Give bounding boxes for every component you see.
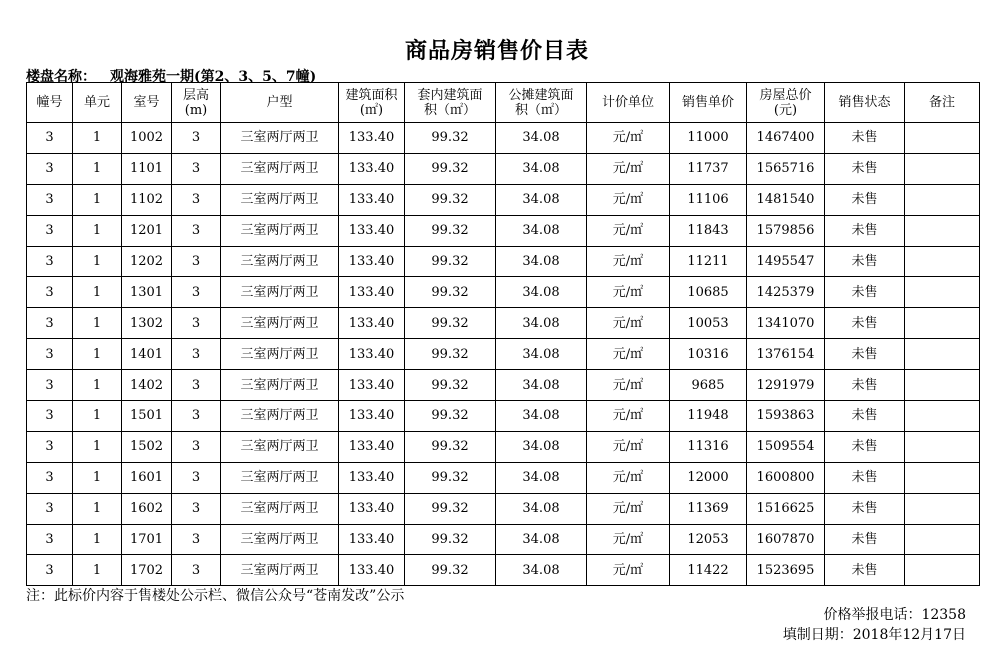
header-row bbox=[27, 83, 980, 123]
table-cell bbox=[905, 370, 980, 401]
table-cell: 1 bbox=[73, 339, 122, 370]
table-cell: 34.08 bbox=[496, 401, 587, 432]
table-cell: 99.32 bbox=[405, 431, 496, 462]
table-cell: 11316 bbox=[670, 431, 747, 462]
price-report-hotline: 价格举报电话：12358 bbox=[823, 607, 966, 623]
column-header-text: 计价单位 bbox=[601, 95, 654, 110]
table-cell: 133.40 bbox=[339, 493, 405, 524]
table-cell: 1 bbox=[73, 184, 122, 215]
table-cell: 元/㎡ bbox=[587, 555, 670, 586]
table-cell: 三室两厅两卫 bbox=[221, 123, 339, 154]
column-header bbox=[825, 83, 905, 123]
table-cell: 11211 bbox=[670, 246, 747, 277]
table-cell: 元/㎡ bbox=[587, 431, 670, 462]
table-row bbox=[27, 184, 980, 215]
table-cell: 3 bbox=[27, 184, 73, 215]
table-cell: 1302 bbox=[122, 308, 172, 339]
table-cell bbox=[905, 215, 980, 246]
table-cell: 3 bbox=[172, 123, 221, 154]
column-header bbox=[221, 83, 339, 123]
table-cell: 三室两厅两卫 bbox=[221, 431, 339, 462]
table-cell: 133.40 bbox=[339, 524, 405, 555]
table-cell: 1579856 bbox=[747, 215, 825, 246]
table-body bbox=[27, 123, 980, 586]
table-cell: 10053 bbox=[670, 308, 747, 339]
column-header-text: 室号 bbox=[133, 95, 160, 110]
table-cell: 99.32 bbox=[405, 370, 496, 401]
table-cell: 99.32 bbox=[405, 215, 496, 246]
table-cell: 3 bbox=[172, 493, 221, 524]
table-cell: 三室两厅两卫 bbox=[221, 153, 339, 184]
table-cell: 3 bbox=[27, 370, 73, 401]
table-cell: 1291979 bbox=[747, 370, 825, 401]
table-cell: 1601 bbox=[122, 462, 172, 493]
table-cell: 未售 bbox=[825, 153, 905, 184]
table-cell bbox=[905, 246, 980, 277]
table-cell: 1 bbox=[73, 555, 122, 586]
table-cell: 99.32 bbox=[405, 308, 496, 339]
table-cell: 三室两厅两卫 bbox=[221, 493, 339, 524]
table-cell: 元/㎡ bbox=[587, 401, 670, 432]
table-cell: 未售 bbox=[825, 215, 905, 246]
table-cell: 未售 bbox=[825, 308, 905, 339]
table-cell: 1002 bbox=[122, 123, 172, 154]
table-cell: 34.08 bbox=[496, 524, 587, 555]
table-cell: 34.08 bbox=[496, 277, 587, 308]
table-cell: 1 bbox=[73, 524, 122, 555]
table-cell: 3 bbox=[172, 401, 221, 432]
table-cell: 1607870 bbox=[747, 524, 825, 555]
table-cell: 1565716 bbox=[747, 153, 825, 184]
column-header-text: 积（㎡） bbox=[514, 102, 567, 118]
table-cell: 3 bbox=[27, 215, 73, 246]
column-header-text: 公摊建筑面 bbox=[508, 87, 574, 103]
table-cell: 99.32 bbox=[405, 555, 496, 586]
table-row bbox=[27, 246, 980, 277]
column-header-text: 单元 bbox=[83, 95, 110, 110]
table-row bbox=[27, 462, 980, 493]
table-cell: 3 bbox=[172, 277, 221, 308]
table-cell bbox=[905, 401, 980, 432]
table-cell: 3 bbox=[27, 123, 73, 154]
column-header bbox=[747, 83, 825, 123]
table-cell: 元/㎡ bbox=[587, 277, 670, 308]
table-cell: 10316 bbox=[670, 339, 747, 370]
table-row bbox=[27, 123, 980, 154]
table-cell bbox=[905, 277, 980, 308]
table-cell: 元/㎡ bbox=[587, 370, 670, 401]
table-cell: 1 bbox=[73, 215, 122, 246]
table-cell: 133.40 bbox=[339, 370, 405, 401]
column-header-text: (元) bbox=[773, 102, 798, 118]
table-cell: 元/㎡ bbox=[587, 215, 670, 246]
table-cell bbox=[905, 123, 980, 154]
column-header bbox=[122, 83, 172, 123]
table-cell: 133.40 bbox=[339, 153, 405, 184]
table-cell: 133.40 bbox=[339, 246, 405, 277]
table-cell bbox=[905, 339, 980, 370]
column-header-text: 房屋总价 bbox=[759, 87, 812, 103]
table-cell bbox=[905, 153, 980, 184]
table-cell: 元/㎡ bbox=[587, 308, 670, 339]
table-cell: 1202 bbox=[122, 246, 172, 277]
table-header bbox=[27, 83, 980, 123]
table-row bbox=[27, 555, 980, 586]
table-cell: 1593863 bbox=[747, 401, 825, 432]
column-header-text: 备注 bbox=[928, 95, 955, 110]
table-row bbox=[27, 215, 980, 246]
table-cell: 1 bbox=[73, 308, 122, 339]
table-cell: 99.32 bbox=[405, 339, 496, 370]
column-header-text: 幢号 bbox=[36, 95, 63, 110]
table-cell: 133.40 bbox=[339, 308, 405, 339]
table-cell: 99.32 bbox=[405, 401, 496, 432]
column-header bbox=[405, 83, 496, 123]
column-header-text: (m) bbox=[184, 102, 208, 118]
column-header bbox=[587, 83, 670, 123]
table-cell: 1201 bbox=[122, 215, 172, 246]
project-name-value: 观海雅苑一期(第2、3、5、7幢) bbox=[110, 69, 317, 85]
table-cell: 34.08 bbox=[496, 431, 587, 462]
table-row bbox=[27, 277, 980, 308]
table-cell: 3 bbox=[27, 153, 73, 184]
table-cell: 未售 bbox=[825, 277, 905, 308]
table-cell: 1 bbox=[73, 431, 122, 462]
table-cell: 3 bbox=[27, 339, 73, 370]
table-cell: 1402 bbox=[122, 370, 172, 401]
table-cell: 元/㎡ bbox=[587, 246, 670, 277]
table-cell bbox=[905, 524, 980, 555]
table-cell: 未售 bbox=[825, 370, 905, 401]
table-cell: 1600800 bbox=[747, 462, 825, 493]
table-cell: 34.08 bbox=[496, 246, 587, 277]
table-cell: 未售 bbox=[825, 246, 905, 277]
column-header-text: 销售状态 bbox=[838, 95, 891, 110]
column-header bbox=[496, 83, 587, 123]
table-cell: 34.08 bbox=[496, 308, 587, 339]
table-cell: 99.32 bbox=[405, 153, 496, 184]
table-cell: 未售 bbox=[825, 493, 905, 524]
table-cell: 34.08 bbox=[496, 370, 587, 401]
column-header-text: 户型 bbox=[266, 95, 293, 110]
table-cell: 3 bbox=[172, 555, 221, 586]
table-cell: 99.32 bbox=[405, 524, 496, 555]
table-cell: 元/㎡ bbox=[587, 493, 670, 524]
table-cell: 三室两厅两卫 bbox=[221, 339, 339, 370]
table-cell: 3 bbox=[172, 339, 221, 370]
table-cell: 133.40 bbox=[339, 184, 405, 215]
table-cell: 元/㎡ bbox=[587, 153, 670, 184]
table-cell: 未售 bbox=[825, 555, 905, 586]
table-cell: 3 bbox=[172, 431, 221, 462]
table-cell: 三室两厅两卫 bbox=[221, 215, 339, 246]
table-cell: 12000 bbox=[670, 462, 747, 493]
table-row bbox=[27, 370, 980, 401]
table-cell: 34.08 bbox=[496, 215, 587, 246]
table-cell: 1481540 bbox=[747, 184, 825, 215]
table-cell: 1501 bbox=[122, 401, 172, 432]
table-cell: 34.08 bbox=[496, 153, 587, 184]
table-cell: 1401 bbox=[122, 339, 172, 370]
table-cell: 133.40 bbox=[339, 339, 405, 370]
table-cell: 1495547 bbox=[747, 246, 825, 277]
table-cell: 未售 bbox=[825, 431, 905, 462]
table-cell: 11948 bbox=[670, 401, 747, 432]
table-cell bbox=[905, 493, 980, 524]
table-cell: 三室两厅两卫 bbox=[221, 524, 339, 555]
table-cell: 1523695 bbox=[747, 555, 825, 586]
table-cell: 1376154 bbox=[747, 339, 825, 370]
table-cell: 1701 bbox=[122, 524, 172, 555]
table-cell: 三室两厅两卫 bbox=[221, 184, 339, 215]
column-header-text: (㎡) bbox=[359, 102, 384, 118]
table-cell: 3 bbox=[172, 524, 221, 555]
table-cell: 三室两厅两卫 bbox=[221, 370, 339, 401]
table-cell: 元/㎡ bbox=[587, 123, 670, 154]
table-cell: 1 bbox=[73, 370, 122, 401]
project-name-label: 楼盘名称： bbox=[26, 69, 96, 85]
table-cell: 133.40 bbox=[339, 555, 405, 586]
table-cell: 34.08 bbox=[496, 493, 587, 524]
table-cell: 元/㎡ bbox=[587, 339, 670, 370]
table-cell: 10685 bbox=[670, 277, 747, 308]
table-cell: 133.40 bbox=[339, 431, 405, 462]
table-cell: 1 bbox=[73, 462, 122, 493]
table-cell: 元/㎡ bbox=[587, 524, 670, 555]
table-row bbox=[27, 401, 980, 432]
table-cell: 1 bbox=[73, 123, 122, 154]
table-cell: 11737 bbox=[670, 153, 747, 184]
table-cell: 3 bbox=[172, 246, 221, 277]
table-cell: 未售 bbox=[825, 339, 905, 370]
table-cell: 3 bbox=[172, 215, 221, 246]
table-cell: 三室两厅两卫 bbox=[221, 246, 339, 277]
table-cell: 3 bbox=[172, 308, 221, 339]
page-title: 商品房销售价目表 bbox=[404, 38, 589, 64]
table-cell: 3 bbox=[27, 277, 73, 308]
table-cell: 1 bbox=[73, 277, 122, 308]
table-cell bbox=[905, 431, 980, 462]
table-row bbox=[27, 339, 980, 370]
table-cell: 未售 bbox=[825, 462, 905, 493]
table-cell: 133.40 bbox=[339, 277, 405, 308]
table-cell: 3 bbox=[27, 462, 73, 493]
table-cell: 1702 bbox=[122, 555, 172, 586]
column-header-text: 销售单价 bbox=[681, 95, 734, 110]
table-cell: 三室两厅两卫 bbox=[221, 401, 339, 432]
table-row bbox=[27, 524, 980, 555]
table-cell: 34.08 bbox=[496, 123, 587, 154]
column-header-text: 建筑面积 bbox=[345, 87, 398, 103]
table-row bbox=[27, 431, 980, 462]
table-cell: 元/㎡ bbox=[587, 462, 670, 493]
table-cell: 1502 bbox=[122, 431, 172, 462]
table-cell: 3 bbox=[27, 431, 73, 462]
column-header bbox=[905, 83, 980, 123]
table-cell: 11422 bbox=[670, 555, 747, 586]
table-cell: 1 bbox=[73, 493, 122, 524]
column-header bbox=[670, 83, 747, 123]
table-cell: 99.32 bbox=[405, 184, 496, 215]
table-cell: 99.32 bbox=[405, 493, 496, 524]
table-cell: 3 bbox=[27, 401, 73, 432]
table-cell: 1467400 bbox=[747, 123, 825, 154]
table-cell: 11369 bbox=[670, 493, 747, 524]
column-header bbox=[172, 83, 221, 123]
table-cell: 未售 bbox=[825, 184, 905, 215]
table-cell: 1341070 bbox=[747, 308, 825, 339]
table-cell: 三室两厅两卫 bbox=[221, 555, 339, 586]
table-cell: 3 bbox=[27, 246, 73, 277]
table-cell: 1 bbox=[73, 246, 122, 277]
column-header-text: 层高 bbox=[182, 87, 209, 103]
table-cell: 未售 bbox=[825, 123, 905, 154]
table-cell: 1516625 bbox=[747, 493, 825, 524]
table-cell: 未售 bbox=[825, 524, 905, 555]
table-cell: 未售 bbox=[825, 401, 905, 432]
column-header bbox=[27, 83, 73, 123]
table-cell: 1 bbox=[73, 153, 122, 184]
table-cell: 1102 bbox=[122, 184, 172, 215]
table-cell: 133.40 bbox=[339, 462, 405, 493]
footnote: 注：此标价内容于售楼处公示栏、微信公众号“苍南发改”公示 bbox=[26, 588, 405, 604]
table-cell bbox=[905, 184, 980, 215]
table-cell: 三室两厅两卫 bbox=[221, 462, 339, 493]
table-cell: 3 bbox=[172, 370, 221, 401]
table-cell: 1101 bbox=[122, 153, 172, 184]
column-header-text: 积（㎡） bbox=[423, 102, 476, 118]
table-cell bbox=[905, 308, 980, 339]
table-cell: 3 bbox=[27, 493, 73, 524]
table-cell: 11843 bbox=[670, 215, 747, 246]
table-cell: 3 bbox=[27, 308, 73, 339]
table-cell: 3 bbox=[172, 184, 221, 215]
table-cell: 1301 bbox=[122, 277, 172, 308]
table-cell: 34.08 bbox=[496, 339, 587, 370]
table-cell: 133.40 bbox=[339, 401, 405, 432]
table-cell: 1 bbox=[73, 401, 122, 432]
table-cell: 3 bbox=[27, 555, 73, 586]
column-header bbox=[339, 83, 405, 123]
table-row bbox=[27, 308, 980, 339]
table-cell: 三室两厅两卫 bbox=[221, 308, 339, 339]
table-cell: 9685 bbox=[670, 370, 747, 401]
table-cell: 1425379 bbox=[747, 277, 825, 308]
table-cell: 133.40 bbox=[339, 123, 405, 154]
table-cell: 3 bbox=[172, 153, 221, 184]
table-cell: 三室两厅两卫 bbox=[221, 277, 339, 308]
column-header bbox=[73, 83, 122, 123]
table-row bbox=[27, 153, 980, 184]
table-cell: 34.08 bbox=[496, 462, 587, 493]
price-table bbox=[26, 82, 980, 586]
table-cell: 34.08 bbox=[496, 184, 587, 215]
table-cell: 1602 bbox=[122, 493, 172, 524]
table-cell: 99.32 bbox=[405, 462, 496, 493]
table-cell: 11106 bbox=[670, 184, 747, 215]
table-cell bbox=[905, 462, 980, 493]
table-cell: 34.08 bbox=[496, 555, 587, 586]
table-cell bbox=[905, 555, 980, 586]
table-cell: 133.40 bbox=[339, 215, 405, 246]
table-cell: 99.32 bbox=[405, 123, 496, 154]
table-cell: 元/㎡ bbox=[587, 184, 670, 215]
table-cell: 3 bbox=[172, 462, 221, 493]
table-cell: 99.32 bbox=[405, 246, 496, 277]
column-header-text: 套内建筑面 bbox=[417, 87, 483, 103]
table-cell: 1509554 bbox=[747, 431, 825, 462]
table-cell: 3 bbox=[27, 524, 73, 555]
table-cell: 99.32 bbox=[405, 277, 496, 308]
table-cell: 11000 bbox=[670, 123, 747, 154]
table-row bbox=[27, 493, 980, 524]
table-cell: 12053 bbox=[670, 524, 747, 555]
fill-date: 填制日期：2018年12月17日 bbox=[782, 627, 966, 643]
